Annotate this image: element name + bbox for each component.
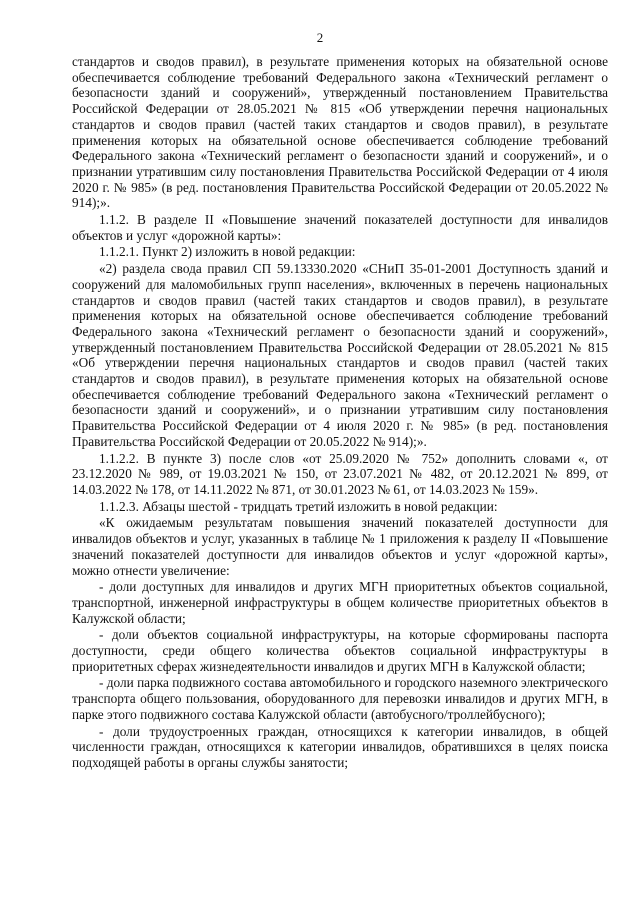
paragraph: 1.1.2.1. Пункт 2) изложить в новой редакции:	[99, 244, 356, 260]
paragraph: «К ожидаемым результатам повышения значений показателей доступности для инвалидов объектов и услуг, указанных в таблице № 1 приложения к разделу II «Повышение значений показателей доступности для инвалидов объектов и услуг «дорожной карты», можно отнести увеличение:	[72, 515, 608, 578]
list-item: - доли объектов социальной инфраструктуры, на которые сформированы паспорта доступности, среди общего количества объектов социальной инфраструктуры в приоритетных сферах жизнедеятельности инвалидов и других МГН в Калужской области;	[72, 627, 608, 674]
page-number: 2	[316, 30, 324, 45]
paragraph: 1.1.2.2. В пункте 3) после слов «от 25.09.2020 № 752» дополнить словами «, от 23.12.2020 № 989, от 19.03.2021 № 150, от 23.07.2021 № 482, от 20.12.2021 № 899, от 14.03.2022 № 178, от 14.11.2022 № 871, от 30.01.2023 № 61, от 14.03.2023 № 159».	[72, 450, 608, 497]
paragraph: 1.1.2.3. Абзацы шестой - тридцать третий изложить в новой редакции:	[99, 498, 498, 514]
list-item: - доли трудоустроенных граждан, относящихся к категории инвалидов, в общей численности граждан, относящихся к категории инвалидов, обратившихся в целях поиска подходящей работы в органы службы занятости;	[72, 723, 608, 770]
paragraph: 1.1.2. В разделе II «Повышение значений показателей доступности для инвалидов объектов и услуг «дорожной карты»:	[72, 212, 608, 243]
document-body	[72, 54, 608, 772]
list-item: - доли доступных для инвалидов и других МГН приоритетных объектов социальной, транспортной, инженерной инфраструктуры в общем количестве приоритетных объектов в Калужской области;	[72, 579, 608, 626]
list-item: - доли парка подвижного состава автомобильного и городского наземного электрического транспорта общего пользования, оборудованного для перевозки инвалидов и других МГН, в парке этого подвижного состава Калужской области (автобусного/троллейбусного);	[72, 675, 608, 722]
paragraph: «2) раздела свода правил СП 59.13330.2020 «СНиП 35-01-2001 Доступность зданий и сооружений для маломобильных групп населения», включенных в перечень национальных стандартов и сводов правил (частей таких стандартов и сводов правил), в результате применения которых на обязательной основе обеспечивается соблюдение требований Федерального закона «Технический регламент о безопасности зданий и сооружений», утвержденный постановлением Правительства Российской Федерации от 28.05.2021 № 815 «Об утверждении перечня национальных стандартов и сводов правил (частей таких стандартов и сводов правил), в результате применения которых на обязательной основе обеспечивается соблюдение требований Федерального закона «Технический регламент о безопасности зданий и сооружений», и о признании утратившим силу постановления Правительства Российской Федерации от 4 июля 2020 г. № 985» (в ред. постановления Правительства Российской Федерации от 20.05.2022 № 914);».	[72, 261, 608, 449]
paragraph: стандартов и сводов правил), в результате применения которых на обязательной основе обеспечивается соблюдение требований Федерального закона «Технический регламент о безопасности зданий и сооружений», утвержденный постановлением Правительства Российской Федерации от 28.05.2021 № 815 «Об утверждении перечня национальных стандартов и сводов правил (частей таких стандартов и сводов правил), в результате применения которых на обязательной основе обеспечивается соблюдение требований Федерального закона «Технический регламент о безопасности зданий и сооружений», и о признании утратившим силу постановления Правительства Российской Федерации от 4 июля 2020 г. № 985» (в ред. постановления Правительства Российской Федерации от 20.05.2022 № 914);».	[72, 54, 608, 211]
